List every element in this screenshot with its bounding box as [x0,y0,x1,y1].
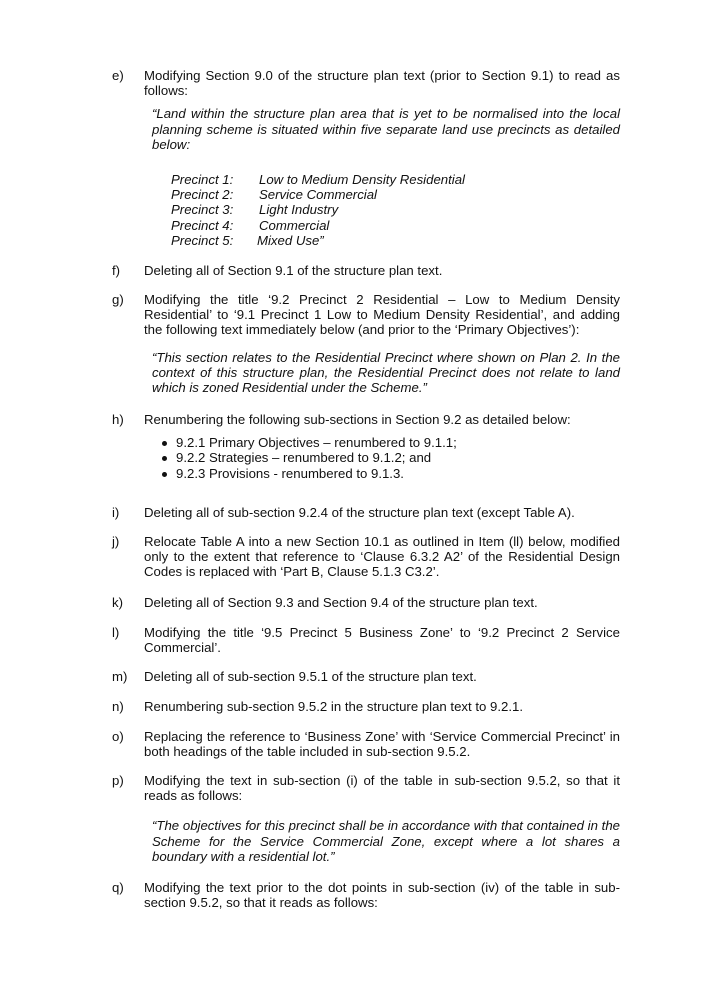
item-letter: i) [112,505,120,520]
item-text: Modifying the title ‘9.2 Precinct 2 Residential – Low to Medium Density Residential’ to ‘9.1 Precinct 1 Low to Medium Density Residential’, and adding the following text immediately below (and prior to the ‘Primary Objectives’): [144,292,620,338]
item-text: Modifying Section 9.0 of the structure plan text (prior to Section 9.1) to read as follows: [144,68,620,99]
item-letter: n) [112,699,124,714]
list-item-f [112,263,620,278]
item-quote: “The objectives for this precinct shall be in accordance with that contained in the Scheme for the Service Commercial Zone, except where a lot shares a boundary with a residential lot.” [152,818,620,864]
item-letter: k) [112,595,123,610]
precinct-value: Commercial [259,217,330,233]
list-item-o [112,729,620,759]
item-letter: f) [112,263,121,278]
precinct-value: Light Industry [259,202,339,218]
list-item-e [112,68,620,152]
precinct-value: Mixed Use” [257,232,324,248]
list-item-q [112,880,620,910]
precinct-label: Precinct 3: [171,202,234,218]
precinct-row [171,172,465,187]
item-letter: o) [112,729,124,744]
item-text: Modifying the title ‘9.5 Precinct 5 Business Zone’ to ‘9.2 Precinct 2 Service Commercial’. [144,625,620,656]
bullet-item: 9.2.1 Primary Objectives – renumbered to 9.1.1; [160,435,620,450]
item-text: Relocate Table A into a new Section 10.1 as outlined in Item (ll) below, modified only to the extent that reference to ‘Clause 6.3.2 A2’ of the Residential Design Codes is replaced with ‘Part B, Clause 5.1.3 C3.2’. [144,534,620,580]
bullet-item: 9.2.3 Provisions - renumbered to 9.1.3. [160,466,620,481]
item-letter: m) [112,669,128,684]
item-text: Deleting all of Section 9.1 of the structure plan text. [144,263,443,278]
list-item-g [112,292,620,395]
item-letter: q) [112,880,124,895]
item-quote: “This section relates to the Residential Precinct where shown on Plan 2. In the context of this structure plan, the Residential Precinct does not relate to land which is zoned Residential under the Scheme.” [152,349,620,396]
precinct-row [171,233,465,248]
item-text: Renumbering the following sub-sections in Section 9.2 as detailed below: [144,412,571,427]
list-item-m [112,669,620,684]
precinct-row [171,218,465,233]
precinct-label: Precinct 2: [171,187,234,203]
item-text: Deleting all of sub-section 9.5.1 of the structure plan text. [144,669,477,684]
item-letter: p) [112,773,124,788]
item-text: Deleting all of sub-section 9.2.4 of the structure plan text (except Table A). [144,505,575,520]
list-item-i [112,505,620,520]
precinct-label: Precinct 1: [171,172,234,187]
list-item-n [112,699,620,714]
item-letter: l) [112,625,120,640]
item-text: Modifying the text prior to the dot points in sub-section (iv) of the table in sub-section 9.5.2, so that it reads as follows: [144,880,620,911]
list-item-j [112,534,620,580]
precinct-row [171,187,465,202]
item-quote: “Land within the structure plan area that is yet to be normalised into the local planning scheme is situated within five separate land use precincts as detailed below: [152,106,620,152]
precinct-row [171,202,465,217]
precinct-label: Precinct 4: [171,217,234,233]
list-item-k [112,595,620,610]
list-item-p [112,773,620,864]
precinct-value: Low to Medium Density Residential [259,172,465,187]
bullet-list [160,435,620,481]
item-text: Renumbering sub-section 9.5.2 in the structure plan text to 9.2.1. [144,699,523,714]
precinct-value: Service Commercial [259,187,377,203]
item-letter: g) [112,292,124,307]
precinct-label: Precinct 5: [171,232,234,248]
item-letter: e) [112,68,124,83]
item-text: Deleting all of Section 9.3 and Section 9.4 of the structure plan text. [144,595,538,610]
list-item-l [112,625,620,655]
item-text: Modifying the text in sub-section (i) of the table in sub-section 9.5.2, so that it reads as follows: [144,773,620,804]
item-letter: h) [112,412,124,427]
precinct-list [171,172,465,248]
bullet-item: 9.2.2 Strategies – renumbered to 9.1.2; and [160,450,620,465]
list-item-h [112,412,620,481]
item-letter: j) [112,534,120,549]
item-text: Replacing the reference to ‘Business Zone’ with ‘Service Commercial Precinct’ in both headings of the table included in sub-section 9.5.2. [144,729,620,760]
